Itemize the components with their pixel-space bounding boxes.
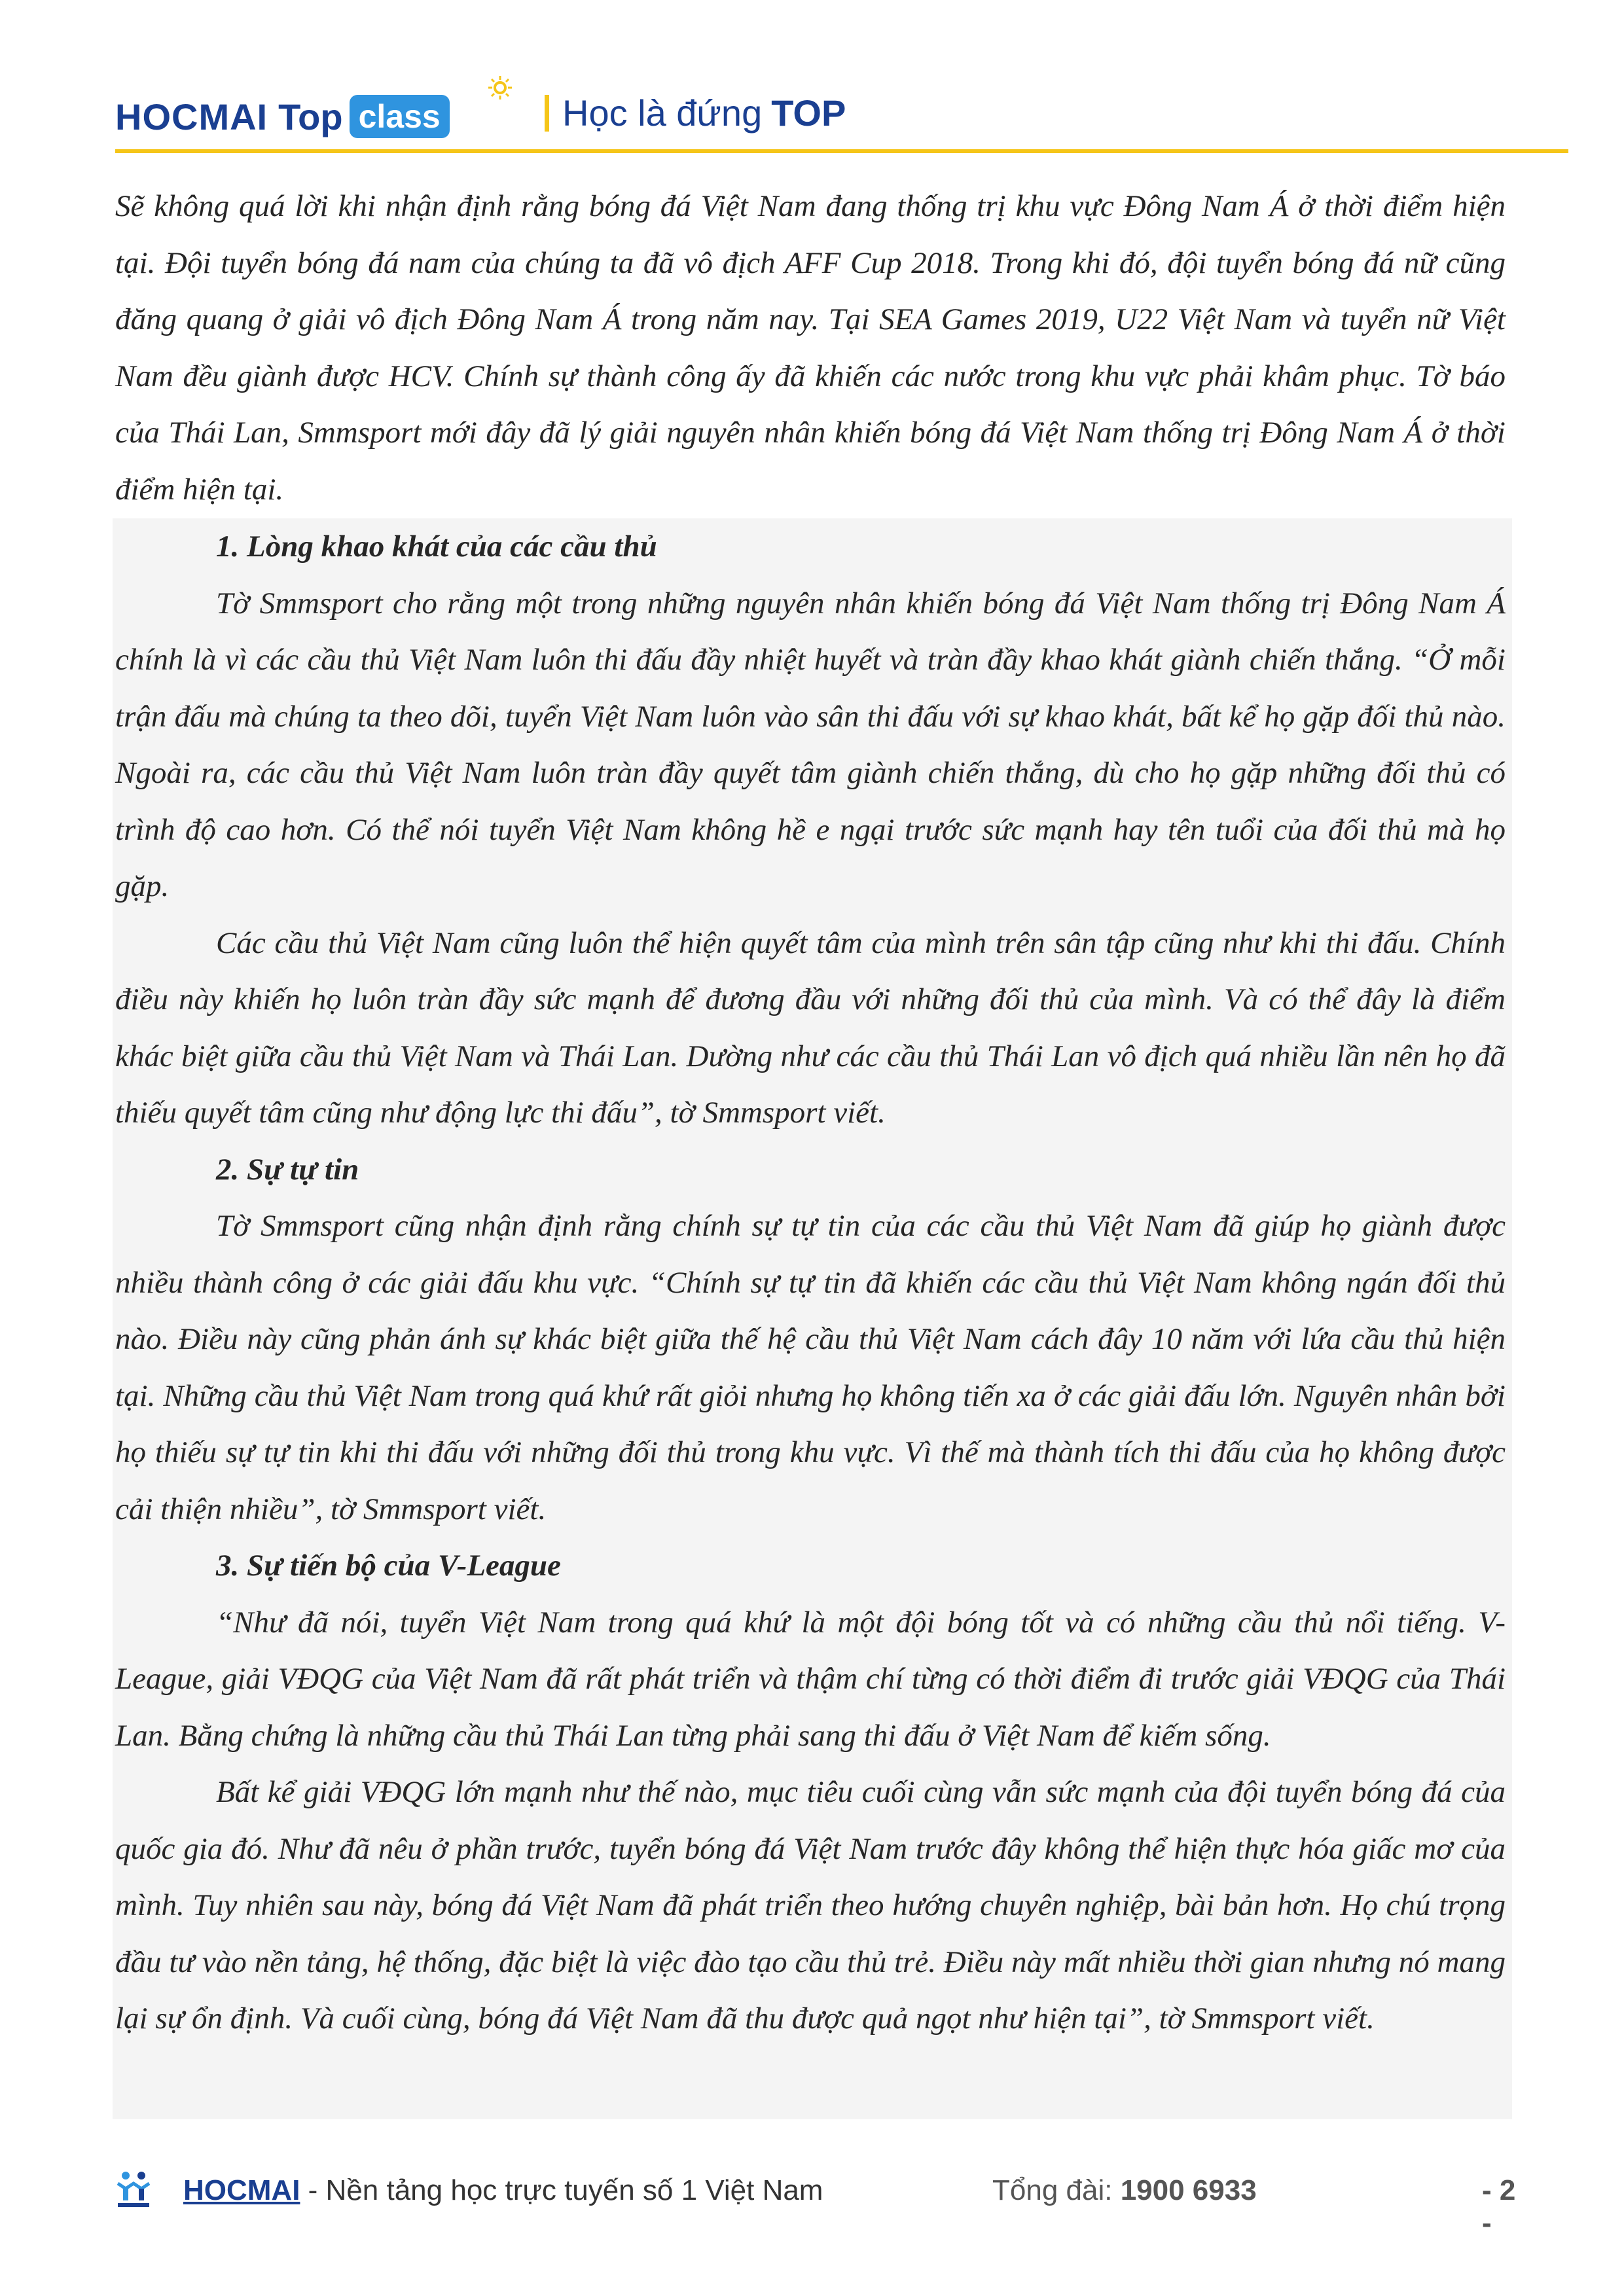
page-number: - 2 - bbox=[1482, 2174, 1516, 2239]
sun-icon bbox=[488, 76, 512, 99]
intro-block bbox=[115, 178, 1506, 518]
section-heading-1: 1. Lòng khao khát của các cầu thủ bbox=[216, 529, 657, 564]
header-divider bbox=[115, 149, 1568, 153]
article-sections bbox=[115, 518, 1506, 2047]
section-3-paragraph-2: Bất kể giải VĐQG lớn mạnh như thế nào, mục tiêu cuối cùng vẫn sức mạnh của đội tuyển bóng đá của quốc gia đó. Như đã nêu ở phần trước, tuyển bóng đá Việt Nam trước đây không thể hiện thực hóa giấc mơ của mình. Tuy nhiên sau này, bóng đá Việt Nam đã phát triển theo hướng chuyên nghiệp, bài bản hơn. Họ chú trọng đầu tư vào nền tảng, hệ thống, đặc biệt là việc đào tạo cầu thủ trẻ. Điều này mất nhiều thời gian nhưng nó mang lại sự ổn định. Và cuối cùng, bóng đá Việt Nam đã thu được quả ngọt như hiện tại”, tờ Smmsport viết. bbox=[115, 1775, 1506, 2036]
footer-hotline bbox=[992, 2174, 1257, 2207]
hocmai-topclass-logo[interactable] bbox=[115, 90, 450, 143]
logo-hocmai-text: HOCMAI bbox=[115, 96, 268, 137]
section-2-paragraph-1: Tờ Smmsport cũng nhận định rằng chính sự tự tin của các cầu thủ Việt Nam đã giúp họ giành được nhiều thành công ở các giải đấu khu vực. “Chính sự tự tin đã khiến các cầu thủ Việt Nam không ngán đối thủ nào. Điều này cũng phản ánh sự khác biệt giữa thế hệ cầu thủ Việt Nam cách đây 10 năm với lứa cầu thủ hiện tại. Những cầu thủ Việt Nam trong quá khứ rất giỏi nhưng họ không tiến xa ở các giải đấu lớn. Nguyên nhân bởi họ thiếu sự tự tin khi thi đấu với những đối thủ trong khu vực. Vì thế mà thành tích thi đấu của họ không được cải thiện nhiều”, tờ Smmsport viết. bbox=[115, 1209, 1506, 1526]
intro-paragraph: Sẽ không quá lời khi nhận định rằng bóng đá Việt Nam đang thống trị khu vực Đông Nam Á ở thời điểm hiện tại. Đội tuyển bóng đá nam của chúng ta đã vô địch AFF Cup 2018. Trong khi đó, đội tuyển bóng đá nữ cũng đăng quang ở giải vô địch Đông Nam Á trong năm nay. Tại SEA Games 2019, U22 Việt Nam và tuyển nữ Việt Nam đều giành được HCV. Chính sự thành công ấy đã khiến các nước trong khu vực phải khâm phục. Tờ báo của Thái Lan, Smmsport mới đây đã lý giải nguyên nhân khiến bóng đá Việt Nam thống trị Đông Nam Á ở thời điểm hiện tại. bbox=[115, 189, 1506, 507]
tagline-bold: TOP bbox=[771, 92, 846, 134]
footer-brand-suffix: - Nền tảng học trực tuyến số 1 Việt Nam bbox=[300, 2174, 823, 2206]
hocmai-people-icon bbox=[115, 2169, 152, 2208]
logo-top-text: Top bbox=[278, 96, 343, 137]
section-heading-3: 3. Sự tiến bộ của V-League bbox=[216, 1549, 561, 1583]
section-1-paragraph-1: Tờ Smmsport cho rằng một trong những nguyên nhân khiến bóng đá Việt Nam thống trị Đông Nam Á chính là vì các cầu thủ Việt Nam luôn thi đấu đầy nhiệt huyết và tràn đầy khao khát giành chiến thắng. “Ở mỗi trận đấu mà chúng ta theo dõi, tuyển Việt Nam luôn vào sân thi đấu với sự khao khát, bất kể họ gặp đối thủ nào. Ngoài ra, các cầu thủ Việt Nam luôn tràn đầy quyết tâm giành chiến thắng, dù cho họ gặp những đối thủ có trình độ cao hơn. Có thể nói tuyển Việt Nam không hề e ngại trước sức mạnh hay tên tuổi của đối thủ mà họ gặp. bbox=[115, 586, 1506, 903]
hotline-number: 1900 6933 bbox=[1120, 2174, 1257, 2206]
hocmai-link[interactable]: HOCMAI bbox=[183, 2174, 300, 2206]
tagline-divider bbox=[545, 95, 549, 132]
logo-class-badge: class bbox=[350, 95, 450, 138]
tagline-prefix: Học là đứng bbox=[562, 92, 763, 134]
section-heading-2: 2. Sự tự tin bbox=[216, 1152, 359, 1187]
page-footer bbox=[115, 2166, 1523, 2239]
hotline-label: Tổng đài: bbox=[992, 2174, 1121, 2206]
footer-brand bbox=[183, 2174, 823, 2207]
page-header bbox=[115, 65, 1568, 157]
section-1-paragraph-2: Các cầu thủ Việt Nam cũng luôn thể hiện quyết tâm của mình trên sân tập cũng như khi thi đấu. Chính điều này khiến họ luôn tràn đầy sức mạnh để đương đầu với những đối thủ của mình. Và có thể đây là điểm khác biệt giữa cầu thủ Việt Nam và Thái Lan. Dường như các cầu thủ Thái Lan vô địch quá nhiều lần nên họ đã thiếu quyết tâm cũng như động lực thi đấu”, tờ Smmsport viết. bbox=[115, 925, 1506, 1130]
header-tagline bbox=[545, 92, 846, 134]
section-3-paragraph-1: “Như đã nói, tuyển Việt Nam trong quá khứ là một đội bóng tốt và có những cầu thủ nổi tiếng. V-League, giải VĐQG của Việt Nam đã rất phát triển và thậm chí từng có thời điểm đi trước giải VĐQG của Thái Lan. Bằng chứng là những cầu thủ Thái Lan từng phải sang thi đấu ở Việt Nam để kiếm sống. bbox=[115, 1605, 1506, 1753]
